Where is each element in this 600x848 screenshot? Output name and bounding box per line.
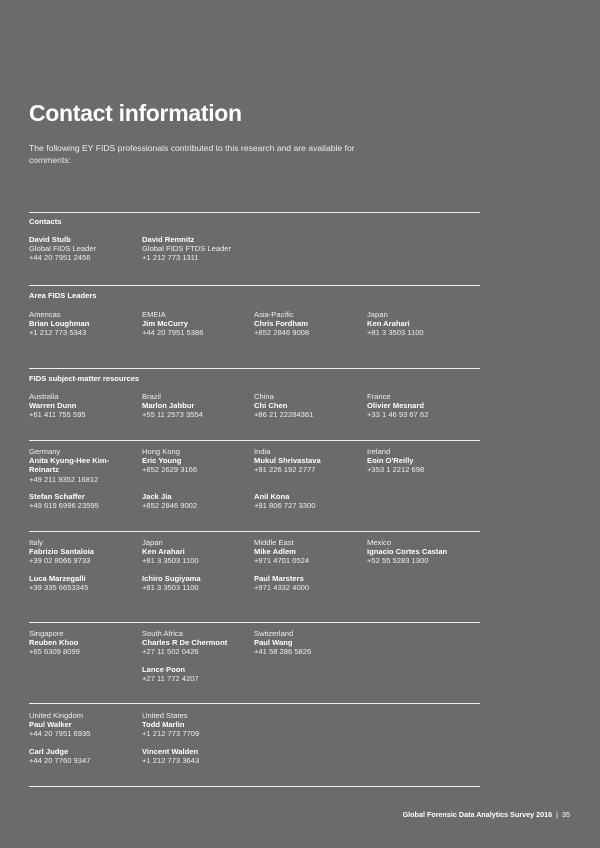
contact-name: David Stulb [29,235,71,244]
contact-region: Germany [29,447,61,456]
contact-region: Japan [142,538,163,547]
contact-region: South Africa [142,629,183,638]
page-number: 35 [562,810,570,819]
contact-card [29,235,141,263]
contact-card [142,574,254,592]
contact-phone: +1 212 773 3643 [142,756,200,766]
contact-region: Japan [367,310,388,319]
contact-card [367,447,479,475]
contact-card [142,665,254,683]
contact-name: Carl Judge [29,747,69,756]
contact-card [29,310,141,338]
contact-name: Mike Adlem [254,547,296,557]
divider [29,285,480,286]
contact-name: Ken Arahari [142,547,185,557]
contact-name: Vincent Walden [142,747,199,756]
divider [29,368,480,369]
contact-phone: +91 226 192 2777 [254,465,316,475]
contact-phone: +41 58 286 5826 [254,647,312,657]
section-title-subject-resources: FIDS subject-matter resources [29,374,140,383]
contact-role: Global FIDS Leader [29,244,97,254]
divider [29,622,480,623]
contact-card [29,747,141,765]
contact-name: David Remnitz [142,235,195,244]
intro-text: The following EY FIDS professionals contributed to this research and are available for comments: [29,143,355,165]
contact-card [142,392,254,420]
contact-name: Anita Kyung-Hee Kim-Reinartz [29,456,110,475]
contact-card [29,447,124,484]
divider [29,212,480,213]
contact-card [254,392,366,420]
contact-region: Italy [29,538,43,547]
contact-region: Hong Kong [142,447,180,456]
contact-card [254,574,366,592]
contact-name: Stefan Schaffer [29,492,85,501]
contact-region: China [254,392,274,401]
contact-phone: +44 20 7760 9347 [29,756,91,766]
contact-phone: +852 2629 3166 [142,465,198,475]
contact-phone: +65 6309 8099 [29,647,80,657]
contact-name: Paul Wang [254,638,293,648]
contact-region: United States [142,711,188,720]
contact-phone: +1 212 773 1311 [142,253,199,263]
contact-phone: +55 11 2573 3554 [142,410,203,420]
contact-phone: +39 02 8066 9733 [29,556,91,566]
contact-name: Chi Chen [254,401,288,411]
contact-phone: +33 1 46 93 67 62 [367,410,429,420]
contact-name: Charles R De Chermont [142,638,228,648]
contact-region: India [254,447,271,456]
contact-region: EMEIA [142,310,166,319]
contact-region: Brazil [142,392,161,401]
contact-name: Eric Young [142,456,182,466]
contact-card [142,629,254,657]
contact-phone: +1 212 773 7709 [142,729,200,739]
contact-card [29,492,141,510]
contact-card [367,392,479,420]
contact-card [367,538,487,566]
contact-phone: +971 4701 0524 [254,556,310,566]
contact-card [142,538,254,566]
contact-region: Switzerland [254,629,294,638]
contact-name: Fabrizio Santaloia [29,547,94,557]
contact-name: Marlon Jabbur [142,401,195,411]
contact-phone: +86 21 22284361 [254,410,314,420]
contact-region: Americas [29,310,61,319]
contact-region: Australia [29,392,59,401]
contact-phone: +81 3 3503 1100 [142,556,199,566]
contact-region: Singapore [29,629,64,638]
contact-region: Ireland [367,447,391,456]
contact-phone: +971 4332 4000 [254,583,310,593]
contact-phone: +852 2846 9008 [254,328,310,338]
contact-phone: +44 20 7951 6935 [29,729,91,739]
contact-name: Anil Kona [254,492,290,501]
contact-card [254,538,366,566]
contact-region: Middle East [254,538,294,547]
contact-name: Ken Arahari [367,319,410,329]
contact-phone: +81 3 3503 1100 [142,583,199,593]
contact-card [142,447,254,475]
divider [29,703,480,704]
contact-card [254,629,366,657]
contact-phone: +49 211 9352 16812 [29,474,99,484]
contact-card [254,310,366,338]
contact-name: Ichiro Sugiyama [142,574,201,583]
contact-role: Global FIDS FTDS Leader [142,244,232,254]
contact-phone: +49 619 6996 23595 [29,501,99,511]
contact-card [254,492,366,510]
footer-separator: | [556,810,558,819]
contact-card [29,538,141,566]
page-footer [403,810,570,819]
contact-name: Paul Marsters [254,574,304,583]
footer-title: Global Forensic Data Analytics Survey 2016 [402,810,553,819]
contact-phone: +44 20 7951 2456 [29,253,91,263]
page-title: Contact information [29,100,242,126]
contact-card [142,492,254,510]
contact-region: Asia-Pacific [254,310,294,319]
divider [29,531,480,532]
contact-phone: +81 3 3503 1100 [367,328,424,338]
contact-phone: +39 335 6653345 [29,583,89,593]
contact-name: Reuben Khoo [29,638,79,648]
contact-phone: +27 11 772 4207 [142,674,199,684]
contact-region: France [367,392,391,401]
divider [29,786,480,787]
contact-card [142,711,254,739]
contact-card [29,392,141,420]
contact-phone: +353 1 2212 698 [367,465,425,475]
contact-name: Luca Marzegalli [29,574,86,583]
contact-phone: +91 806 727 3300 [254,501,316,511]
contact-card [29,711,141,739]
contact-phone: +852 2846 9002 [142,501,198,511]
divider [29,440,480,441]
contact-card [367,310,479,338]
contact-region: United Kingdom [29,711,84,720]
contact-name: Lance Poon [142,665,186,674]
section-title-area-leaders: Area FIDS Leaders [29,291,97,300]
contact-name: Paul Walker [29,720,72,730]
contact-name: Chris Fordham [254,319,309,329]
contact-phone: +27 11 502 0426 [142,647,199,657]
contact-phone: +61 411 755 595 [29,410,86,420]
contact-region: Mexico [367,538,392,547]
contact-card [142,235,254,263]
contact-name: Jim McCurry [142,319,189,329]
contact-card [29,629,141,657]
contact-phone: +52 55 5283 1300 [367,556,429,566]
contact-card [29,574,141,592]
contact-card [254,447,366,475]
section-title-contacts: Contacts [29,217,62,226]
contact-card [142,310,254,338]
contact-name: Olivier Mesnard [367,401,424,411]
contact-name: Mukul Shrivastava [254,456,321,466]
contact-name: Todd Marlin [142,720,185,730]
contact-card [142,747,254,765]
contact-phone: +1 212 773 5343 [29,328,87,338]
contact-name: Jack Jia [142,492,172,501]
contact-phone: +44 20 7951 5386 [142,328,204,338]
contact-name: Ignacio Cortes Castan [367,547,448,557]
contact-name: Brian Loughman [29,319,90,329]
contact-name: Eoin O'Reilly [367,456,414,466]
contact-name: Warren Dunn [29,401,77,411]
